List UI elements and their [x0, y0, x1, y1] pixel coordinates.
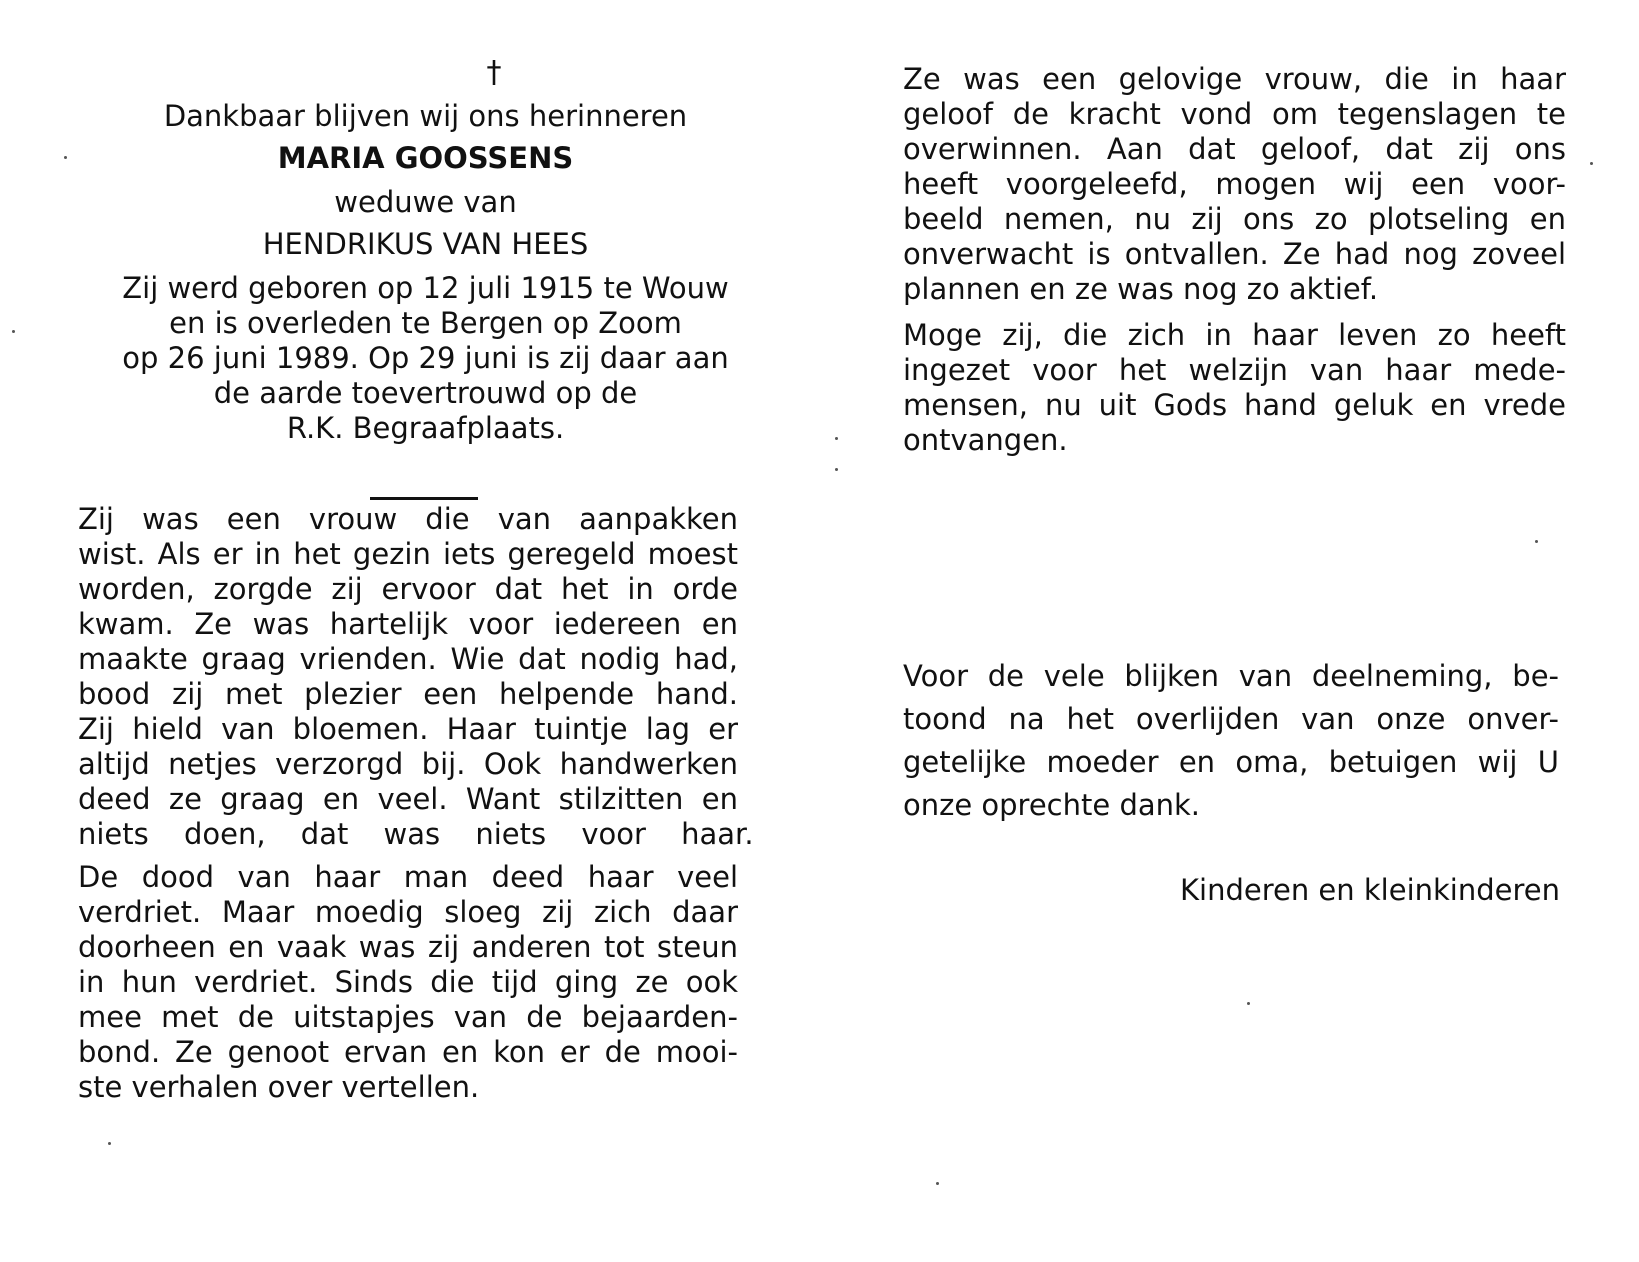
scan-speck — [835, 468, 838, 471]
text-line: deed ze graag en veel. Want stilzitten en — [78, 782, 738, 816]
text-line: bond. Ze genoot ervan en kon er de mooi- — [78, 1035, 738, 1069]
burial-line: de aarde toevertrouwd op de — [213, 376, 638, 410]
husband-name: HENDRIKUS VAN HEES — [262, 227, 589, 261]
text-line: worden, zorgde zij ervoor dat het in orde — [78, 572, 738, 606]
text-line: kwam. Ze was hartelijk voor iedereen en — [78, 607, 738, 641]
text-line: ste verhalen over vertellen. — [78, 1070, 480, 1104]
scan-speck — [12, 330, 15, 333]
text-line: heeft voorgeleefd, mogen wij een voor- — [903, 167, 1566, 201]
scan-speck — [835, 437, 838, 440]
text-line: mensen, nu uit Gods hand geluk en vrede — [903, 388, 1566, 422]
intro-line: Dankbaar blijven wij ons herinneren — [163, 99, 688, 133]
text-line: overwinnen. Aan dat geloof, dat zij ons — [903, 132, 1566, 166]
text-line: geloof de kracht vond om tegenslagen te — [903, 97, 1566, 131]
cemetery-line: R.K. Begraafplaats. — [286, 411, 565, 445]
text-line: De dood van haar man deed haar veel — [78, 860, 738, 894]
text-line: doorheen en vaak was zij anderen tot steun — [78, 930, 738, 964]
text-line: wist. Als er in het gezin iets geregeld moest — [78, 537, 738, 571]
text-line: verdriet. Maar moedig sloeg zij zich daar — [78, 895, 738, 929]
text-line: in hun verdriet. Sinds die tijd ging ze ook — [78, 965, 738, 999]
text-line: Ze was een gelovige vrouw, die in haar — [903, 62, 1566, 96]
scan-speck — [64, 156, 67, 159]
text-line: onze oprechte dank. — [903, 788, 1201, 822]
text-line: ingezet voor het welzijn van haar mede- — [903, 353, 1566, 387]
text-line: onverwacht is ontvallen. Ze had nog zoveel — [903, 237, 1566, 271]
right-paragraph-3 — [903, 655, 1559, 827]
text-line: altijd netjes verzorgd bij. Ook handwerken — [78, 747, 738, 781]
scan-speck — [1590, 162, 1593, 165]
text-line: plannen en ze was nog zo aktief. — [903, 272, 1379, 306]
cross-icon: † — [486, 55, 502, 90]
scan-speck — [1247, 1002, 1250, 1005]
right-paragraph-1 — [903, 62, 1566, 307]
left-paragraph-1 — [78, 502, 754, 852]
text-line: Zij hield van bloemen. Haar tuintje lag er — [78, 712, 738, 746]
right-paragraph-2 — [903, 318, 1566, 458]
scan-speck — [1535, 540, 1538, 543]
text-line: bood zij met plezier een helpende hand. — [78, 677, 738, 711]
scan-speck — [936, 1182, 939, 1185]
scan-speck — [108, 1142, 111, 1145]
birth-line: Zij werd geboren op 12 juli 1915 te Wouw — [122, 271, 729, 305]
text-line: Moge zij, die zich in haar leven zo heeft — [903, 318, 1566, 352]
text-line: Voor de vele blijken van deelneming, be- — [903, 659, 1559, 693]
deceased-name: MARIA GOOSSENS — [277, 141, 574, 175]
text-line: niets doen, dat was niets voor haar. — [78, 817, 754, 851]
text-line: Zij was een vrouw die van aanpakken — [78, 502, 738, 536]
text-line: beeld nemen, nu zij ons zo plotseling en — [903, 202, 1566, 236]
text-line: mee met de uitstapjes van de bejaarden- — [78, 1000, 738, 1034]
death-place-line: en is overleden te Bergen op Zoom — [169, 306, 682, 340]
death-date-line: op 26 juni 1989. Op 29 juni is zij daar aan — [122, 341, 729, 375]
text-line: maakte graag vrienden. Wie dat nodig had, — [78, 642, 738, 676]
text-line: getelijke moeder en oma, betuigen wij U — [903, 745, 1559, 779]
widow-of-line: weduwe van — [334, 185, 517, 219]
signature: Kinderen en kleinkinderen — [1180, 873, 1560, 907]
divider-rule — [370, 497, 478, 500]
text-line: ontvangen. — [903, 423, 1068, 457]
left-paragraph-2 — [78, 860, 738, 1105]
text-line: toond na het overlijden van onze onver- — [903, 702, 1559, 736]
